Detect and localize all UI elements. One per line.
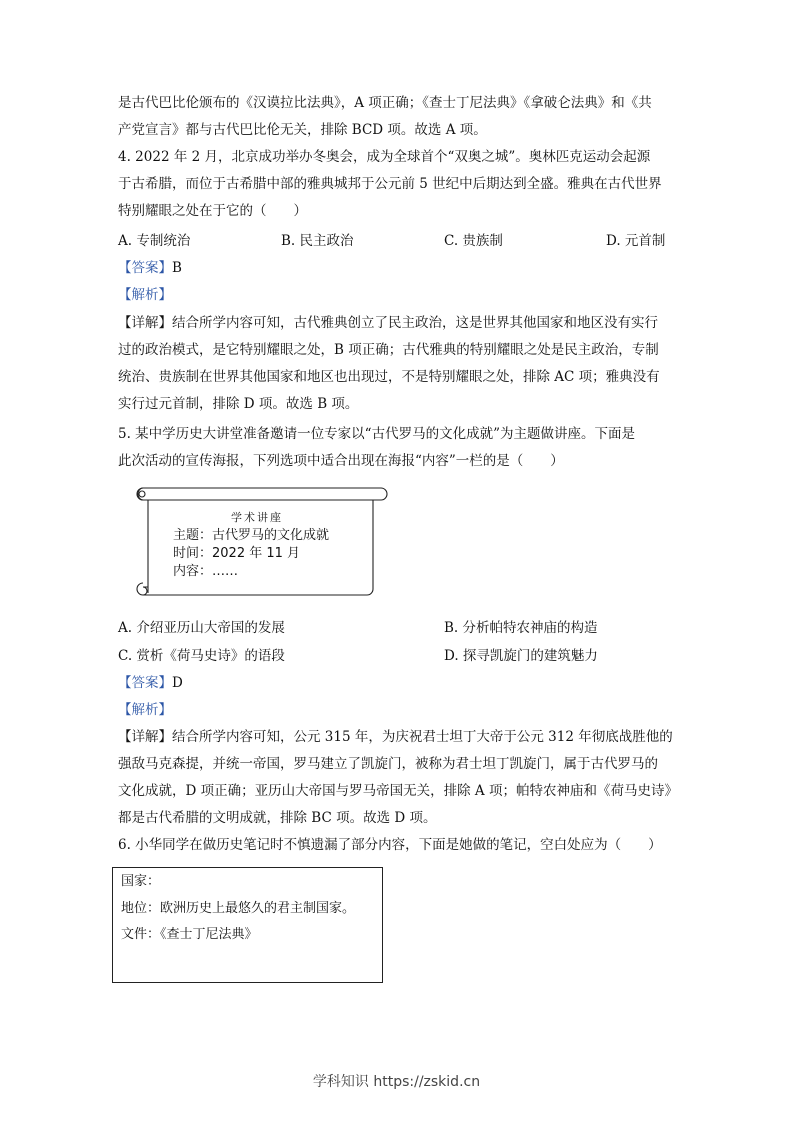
q5-option-a: A. 介绍亚历山大帝国的发展 [118, 620, 285, 636]
q4-option-b: B. 民主政治 [281, 233, 354, 249]
analysis-tag: 【解析】 [118, 287, 172, 303]
q5-option-d: D. 探寻凯旋门的建筑魅力 [444, 648, 598, 664]
note-country: 国家： [121, 874, 161, 889]
q4-detail-line-3: 统治、贵族制在世界其他国家和地区也出现过，不是特别耀眼之处，排除 AC 项；雅典没有 [118, 369, 660, 385]
lecture-poster-scroll [133, 485, 391, 605]
poster-topic: 主题：古代罗马的文化成就 [173, 528, 330, 543]
answer-tag: 【答案】 [118, 260, 172, 276]
q6-stem-line-1: 6. 小华同学在做历史笔记时不慎遗漏了部分内容，下面是她做的笔记，空白处应为（ ） [118, 837, 662, 853]
q5-detail-line-4: 都是古代希腊的文明成就，排除 BC 项。故选 D 项。 [118, 810, 437, 826]
q4-detail-line-4: 实行过元首制，排除 D 项。故选 B 项。 [118, 396, 359, 412]
q5-detail-line-3: 文化成就，D 项正确；亚历山大帝国与罗马帝国无关，排除 A 项；帕特农神庙和《荷马史诗》 [118, 783, 678, 799]
q4-option-c: C. 贵族制 [444, 233, 503, 249]
q4-answer [118, 255, 678, 282]
note-document: 文件：《查士丁尼法典》 [121, 927, 258, 942]
footer-watermark: 学科知识 https://zskid.cn [312, 1074, 481, 1090]
q5-stem-line-1: 5. 某中学历史大讲堂准备邀请一位专家以“古代罗马的文化成就”为主题做讲座。下面是 [118, 426, 635, 442]
study-note-box [112, 867, 383, 983]
q5-stem-line-2: 此次活动的宣传海报，下列选项中适合出现在海报“内容”一栏的是（ ） [118, 453, 564, 469]
q4-detail-line-2: 过的政治模式，是它特别耀眼之处，B 项正确；古代雅典的特别耀眼之处是民主政治，专制 [118, 342, 659, 358]
analysis-tag: 【解析】 [118, 702, 172, 718]
q4-analysis [118, 282, 678, 309]
q4-stem-line-3: 特别耀眼之处在于它的（ ） [118, 203, 307, 219]
q5-detail-line-2: 强敌马克森提，并统一帝国，罗马建立了凯旋门，被称为君士坦丁凯旋门，属于古代罗马的 [118, 756, 658, 772]
q5-option-b: B. 分析帕特农神庙的构造 [444, 620, 598, 636]
poster-content: 内容：…… [173, 564, 239, 579]
q4-stem-line-2: 于古希腊，而位于古希腊中部的雅典城邦于公元前 5 世纪中后期达到全盛。雅典在古代世界 [118, 176, 662, 192]
poster-time: 时间：2022 年 11 月 [173, 546, 301, 561]
note-status: 地位：欧洲历史上最悠久的君主制国家。 [121, 901, 356, 916]
q4-option-a: A. 专制统治 [118, 233, 191, 249]
q4-detail-line-1: 【详解】结合所学内容可知，古代雅典创立了民主政治，这是世界其他国家和地区没有实行 [118, 315, 658, 331]
intro-line-1: 是古代巴比伦颁布的《汉谟拉比法典》，A 项正确；《查士丁尼法典》《拿破仑法典》和《共 [118, 95, 652, 111]
q5-detail-line-1: 【详解】结合所学内容可知，公元 315 年，为庆祝君士坦丁大帝于公元 312 年彻底战胜他的 [118, 729, 673, 745]
answer-tag: 【答案】 [118, 675, 172, 691]
intro-line-2: 产党宣言》都与古代巴比伦无关，排除 BCD 项。故选 A 项。 [118, 122, 487, 138]
poster-title: 学术讲座 [231, 511, 283, 524]
answer-value: D [172, 675, 183, 691]
detail-tag: 【详解】 [118, 315, 172, 331]
q5-answer [118, 670, 678, 697]
q4-stem-line-1: 4. 2022 年 2 月，北京成功举办冬奥会，成为全球首个“双奥之城”。奥林匹克运动会起源 [118, 149, 651, 165]
q5-analysis [118, 697, 678, 724]
detail-tag: 【详解】 [118, 729, 172, 745]
q5-option-c: C. 赏析《荷马史诗》的语段 [118, 648, 285, 664]
q4-option-d: D. 元首制 [606, 233, 666, 249]
answer-value: B [172, 260, 182, 276]
